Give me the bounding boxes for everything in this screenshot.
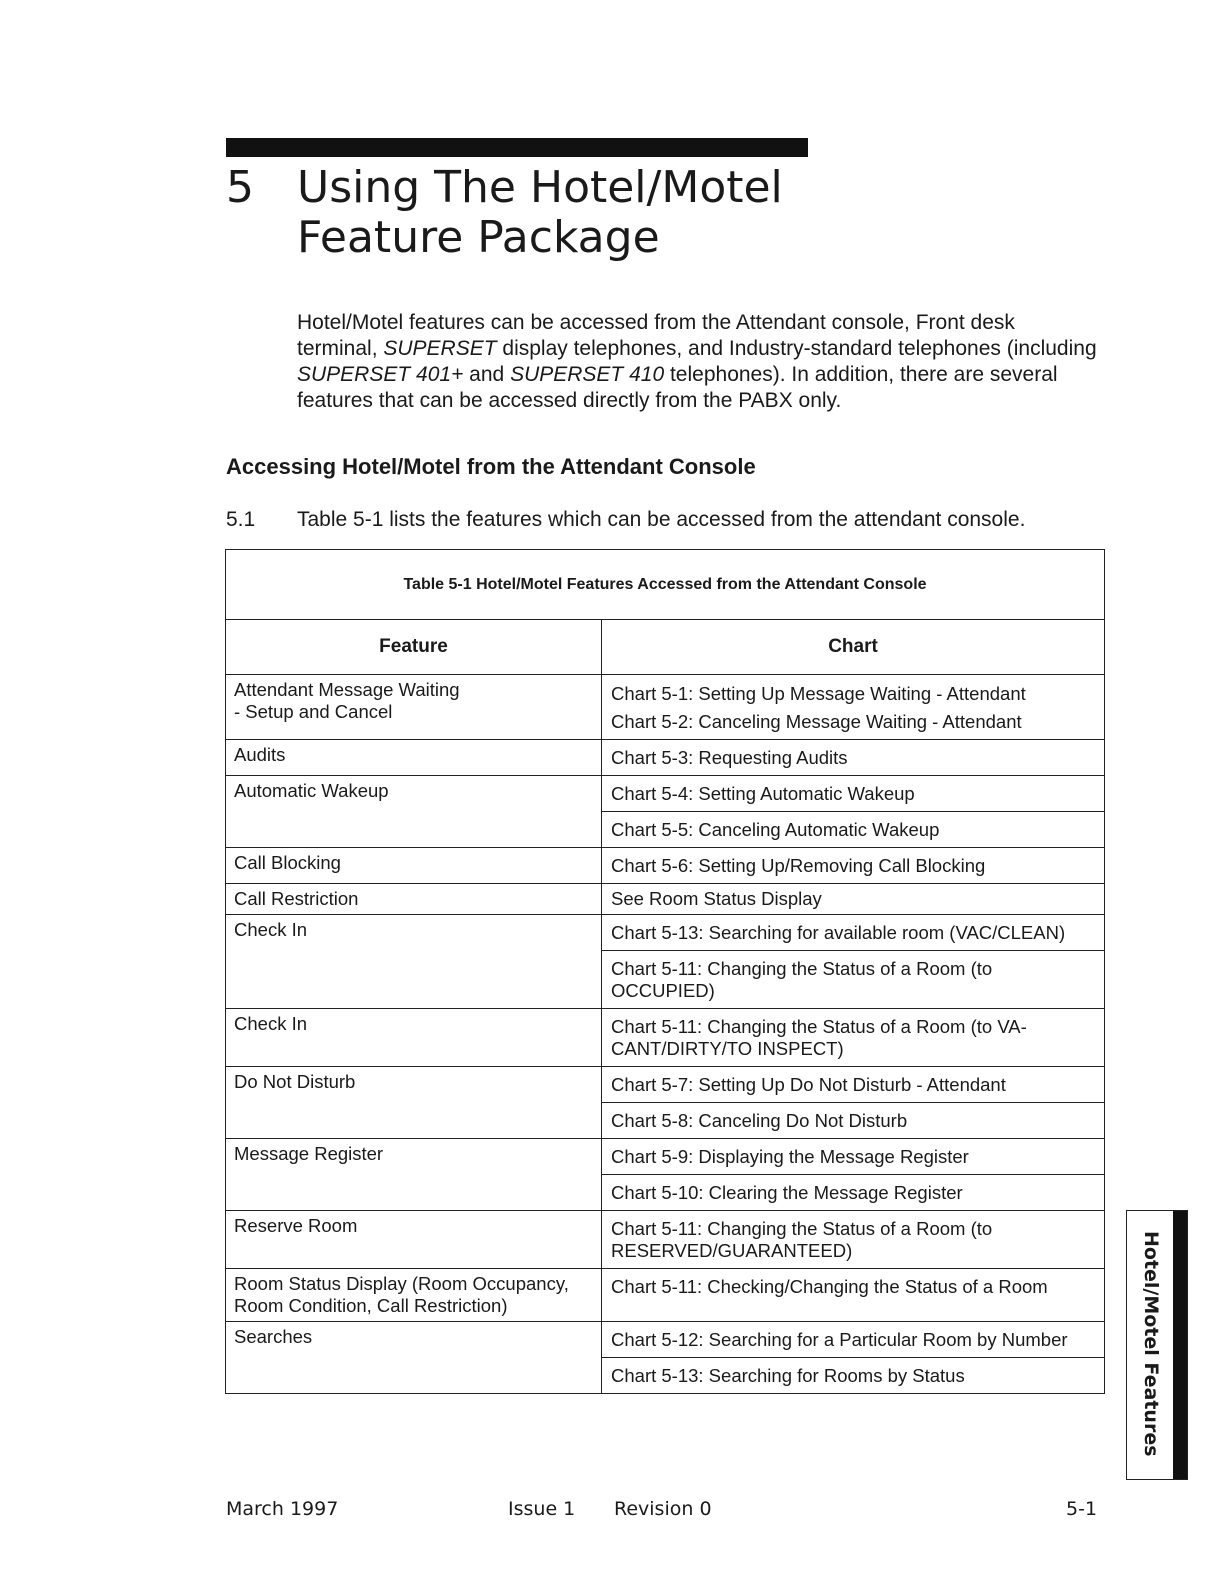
feature-text: Automatic Wakeup xyxy=(234,780,389,801)
chart-reference: Chart 5-7: Setting Up Do Not Disturb - Attendant xyxy=(602,1067,1104,1103)
chart-cell xyxy=(602,1269,1105,1322)
table-row xyxy=(226,740,1105,776)
chart-reference: Chart 5-9: Displaying the Message Register xyxy=(602,1139,1104,1175)
table-row xyxy=(226,884,1105,915)
chart-reference: Chart 5-5: Canceling Automatic Wakeup xyxy=(611,819,940,840)
table-row xyxy=(226,1139,1105,1211)
feature-cell xyxy=(226,1269,602,1322)
table-row xyxy=(226,848,1105,884)
chapter-side-tab xyxy=(1126,1210,1188,1480)
table-row xyxy=(226,1067,1105,1139)
chart-reference: Chart 5-12: Searching for a Particular Room by Number xyxy=(602,1322,1104,1358)
feature-cell xyxy=(226,675,602,740)
paragraph-text: Table 5-1 lists the features which can be accessed from the attendant console. xyxy=(297,508,1026,531)
features-table xyxy=(225,549,1105,1394)
chart-cell xyxy=(602,884,1105,915)
chart-cell xyxy=(602,1139,1105,1211)
chart-reference: Chart 5-3: Requesting Audits xyxy=(611,747,848,768)
chart-cell xyxy=(602,740,1105,776)
table-row xyxy=(226,1322,1105,1394)
feature-text: Call Restriction xyxy=(234,888,359,909)
feature-cell xyxy=(226,740,602,776)
chart-reference: Chart 5-10: Clearing the Message Register xyxy=(611,1182,963,1203)
table-row xyxy=(226,1211,1105,1269)
intro-text: display telephones, and Industry-standard telephones (including xyxy=(496,337,1097,360)
chart-reference: Chart 5-11: Changing the Status of a Room (to RESERVED/GUARANTEED) xyxy=(611,1218,993,1261)
chart-cell xyxy=(602,1009,1105,1067)
feature-cell xyxy=(226,1211,602,1269)
feature-text: Call Blocking xyxy=(234,852,341,873)
chart-cell xyxy=(602,1322,1105,1394)
footer-revision: Revision 0 xyxy=(614,1498,712,1520)
side-tab-bar xyxy=(1173,1211,1187,1479)
intro-product-name: SUPERSET 410 xyxy=(510,363,665,386)
column-header-feature: Feature xyxy=(226,620,602,675)
chart-cell xyxy=(602,1211,1105,1269)
chapter-number: 5 xyxy=(226,162,254,213)
chart-cell xyxy=(602,915,1105,1009)
feature-text: Do Not Disturb xyxy=(234,1071,356,1092)
chart-reference: See Room Status Display xyxy=(611,888,822,909)
chapter-title-line-1: Using The Hotel/Motel xyxy=(297,162,783,213)
footer-date: March 1997 xyxy=(226,1498,339,1520)
chart-reference: Chart 5-11: Checking/Changing the Status of a Room xyxy=(611,1276,1048,1297)
feature-text: Searches xyxy=(234,1326,313,1347)
intro-product-name: SUPERSET 401+ xyxy=(297,363,464,386)
chart-reference: Chart 5-4: Setting Automatic Wakeup xyxy=(602,776,1104,812)
feature-text: Room Status Display (Room Occupancy, Room Condition, Call Restriction) xyxy=(234,1273,569,1316)
feature-cell xyxy=(226,776,602,848)
table-row xyxy=(226,675,1105,740)
feature-text: Reserve Room xyxy=(234,1215,358,1236)
table-row xyxy=(226,915,1105,1009)
feature-cell xyxy=(226,915,602,1009)
feature-text: Check In xyxy=(234,919,308,940)
chart-cell xyxy=(602,675,1105,740)
chapter-title xyxy=(297,163,783,263)
footer-issue: Issue 1 xyxy=(508,1498,576,1520)
feature-text: Message Register xyxy=(234,1143,384,1164)
footer-page-number: 5-1 xyxy=(1066,1498,1098,1520)
chapter-rule xyxy=(226,138,808,157)
side-tab-label: Hotel/Motel Features xyxy=(1140,1231,1162,1457)
table-row xyxy=(226,1269,1105,1322)
chart-reference: Chart 5-13: Searching for available room (VAC/CLEAN) xyxy=(602,915,1104,951)
feature-text: Audits xyxy=(234,744,286,765)
chart-cell xyxy=(602,848,1105,884)
paragraph-number: 5.1 xyxy=(226,508,256,531)
table-row xyxy=(226,776,1105,848)
chart-reference: Chart 5-13: Searching for Rooms by Status xyxy=(611,1365,965,1386)
feature-text: Attendant Message Waiting xyxy=(234,679,460,700)
feature-cell xyxy=(226,848,602,884)
feature-text: - Setup and Cancel xyxy=(234,701,393,722)
section-heading: Accessing Hotel/Motel from the Attendant Console xyxy=(226,454,756,479)
chart-reference: Chart 5-2: Canceling Message Waiting - Attendant xyxy=(611,711,1022,732)
feature-text: Check In xyxy=(234,1013,308,1034)
feature-cell xyxy=(226,1067,602,1139)
feature-cell xyxy=(226,884,602,915)
chart-reference: Chart 5-8: Canceling Do Not Disturb xyxy=(611,1110,908,1131)
intro-text: Hotel/Motel features can be accessed from the Attendant console, Front desk terminal, xyxy=(297,311,1015,360)
chart-reference: Chart 5-11: Changing the Status of a Room (to VA-CANT/DIRTY/TO INSPECT) xyxy=(611,1016,1027,1059)
intro-product-name: SUPERSET xyxy=(383,337,497,360)
features-table-wrapper xyxy=(225,549,1104,1438)
intro-paragraph xyxy=(297,310,1097,414)
chapter-title-line-2: Feature Package xyxy=(297,212,660,263)
chart-cell xyxy=(602,1067,1105,1139)
intro-text: and xyxy=(463,363,511,386)
column-header-chart: Chart xyxy=(602,620,1105,675)
feature-cell xyxy=(226,1139,602,1211)
chart-reference: Chart 5-11: Changing the Status of a Room (to OCCUPIED) xyxy=(611,958,993,1001)
chart-reference: Chart 5-1: Setting Up Message Waiting - Attendant xyxy=(611,683,1026,704)
feature-cell xyxy=(226,1009,602,1067)
chart-cell xyxy=(602,776,1105,848)
intro-text: telephones). In addition, there are several features that can be accessed directly from the PABX only. xyxy=(297,363,1058,412)
table-caption: Table 5-1 Hotel/Motel Features Accessed from the Attendant Console xyxy=(226,550,1105,620)
feature-cell xyxy=(226,1322,602,1394)
table-row xyxy=(226,1009,1105,1067)
chart-reference: Chart 5-6: Setting Up/Removing Call Blocking xyxy=(611,855,986,876)
